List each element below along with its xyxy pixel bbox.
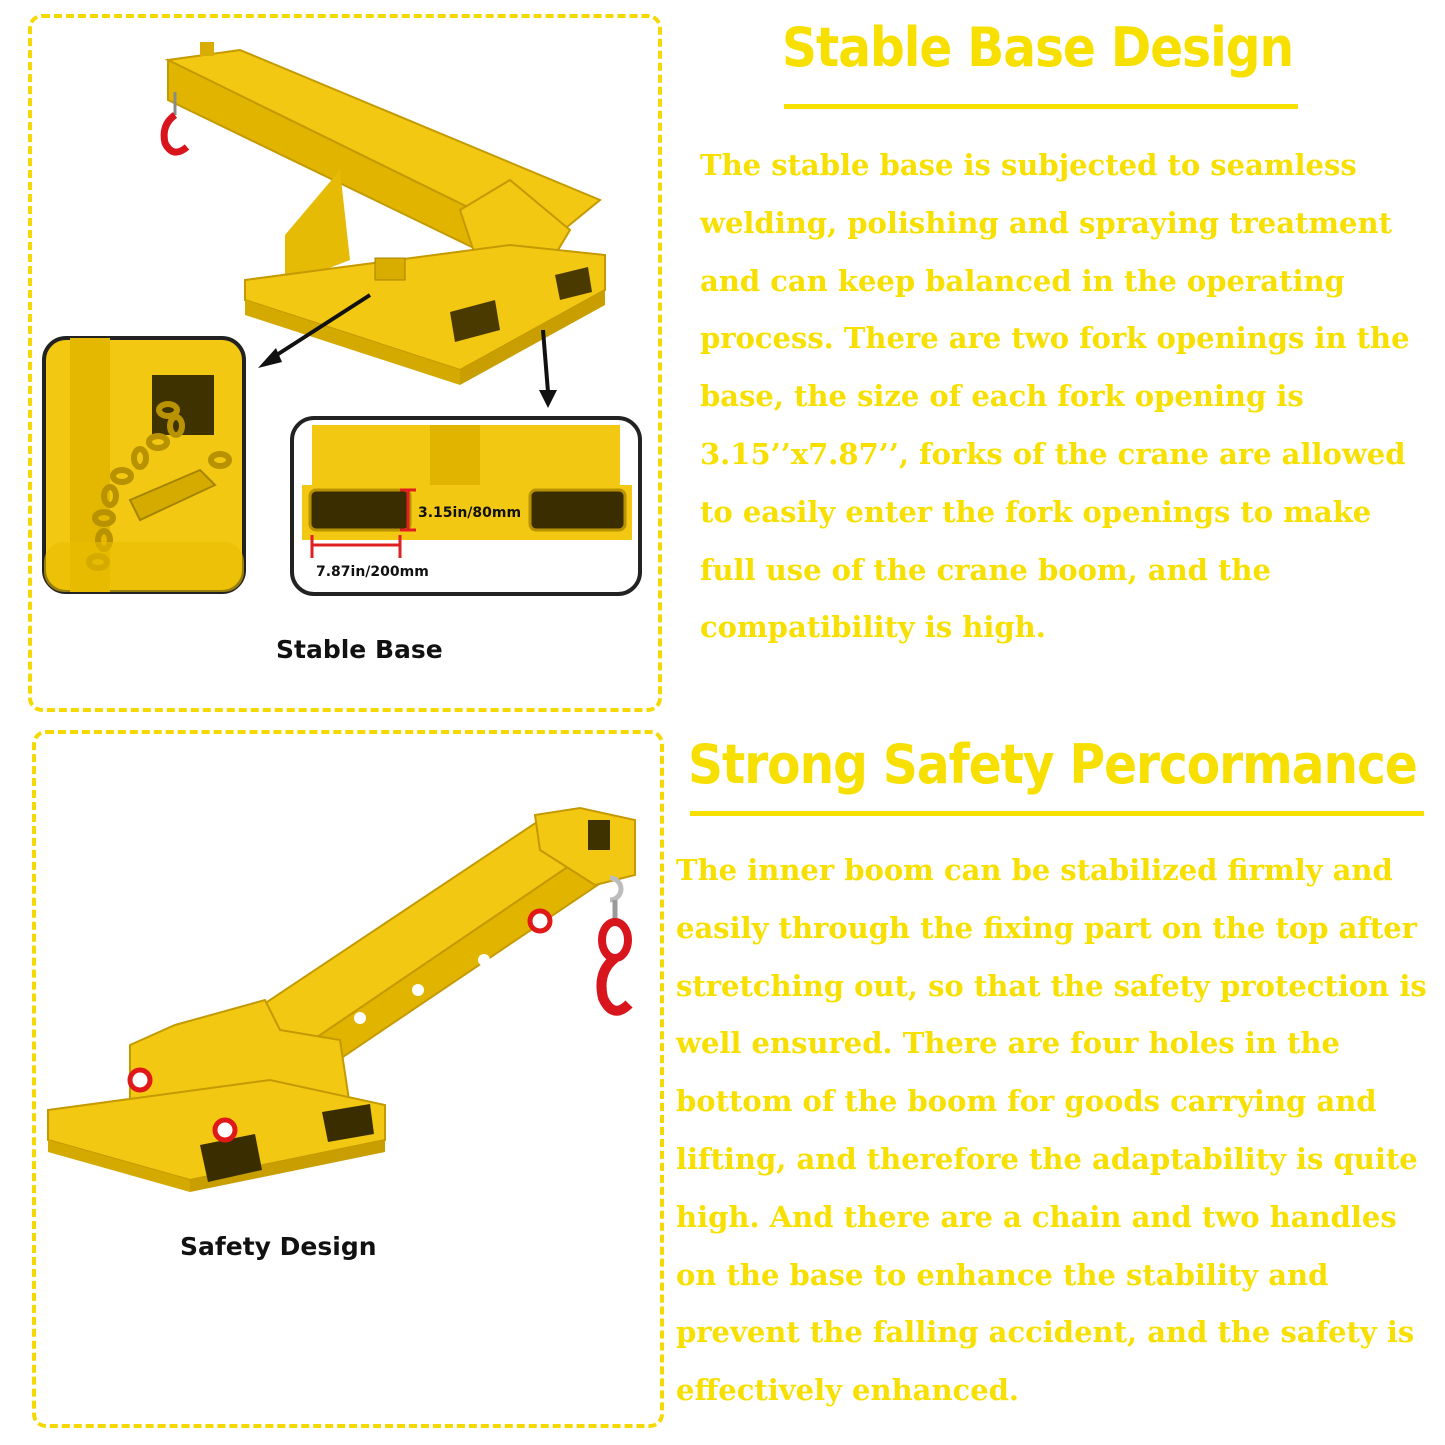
fork-width-label: 7.87in/200mm: [316, 564, 429, 580]
stable-base-description: The stable base is subjected to seamless welding, polishing and spraying treatment and can keep balanced in the operating process. There are two fork openings in the base, the size of each fork opening is 3.15’’x7.87’’, forks of the crane are allowed to easily enter the fork openings to make full use of the crane boom, and the compatibility is high.: [700, 148, 1410, 645]
fork-height-label: 3.15in/80mm: [418, 505, 522, 521]
stable-base-illustration: [40, 30, 655, 610]
safety-heading-rule: [690, 811, 1424, 816]
stable-base-caption: Stable Base: [276, 635, 443, 664]
safety-heading: Strong Safety Percormance: [688, 733, 1417, 796]
stable-base-heading: Stable Base Design: [782, 16, 1294, 79]
safety-design-illustration: [40, 790, 655, 1200]
fork-opening-illustration: [292, 418, 640, 594]
safety-description: The inner boom can be stabilized firmly and easily through the fixing part on the top after stretching out, so that the safety protection is well ensured. There are four holes in the bottom of the boom for goods carrying and lifting, and therefore the adaptability is quite high. And there are a chain and two handles on the base to enhance the stability and prevent the falling accident, and the safety is effectively enhanced.: [676, 853, 1427, 1408]
stable-base-heading-rule: [784, 104, 1298, 109]
chain-detail-illustration: [44, 338, 244, 592]
crane-boom-illustration: [168, 42, 605, 385]
crane-boom-illustration: [48, 808, 635, 1192]
hook-icon: [602, 878, 630, 1011]
safety-design-caption: Safety Design: [180, 1232, 377, 1261]
